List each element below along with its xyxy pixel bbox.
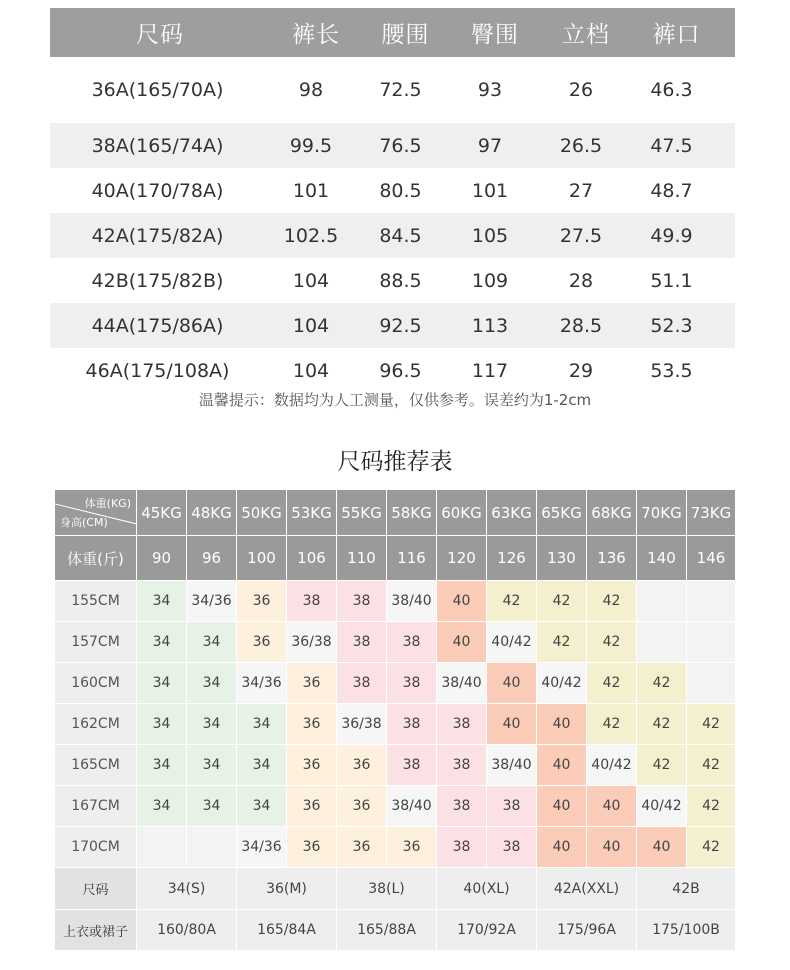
size-cell: 42 [537,581,587,622]
cell-rise: 27.5 [559,224,603,247]
weight-kg-cell: 65KG [537,490,587,536]
header-length: 裤长 [292,22,340,48]
cell-leg-opening: 51.1 [650,269,693,292]
size-cell: 38 [387,622,437,663]
weight-kg-row [55,490,736,536]
recommend-title: 尺码推荐表 [337,449,453,475]
cell-waist: 88.5 [379,269,422,292]
size-label-cell: 38(L) [337,868,437,910]
cell-waist: 76.5 [379,134,422,157]
cell-rise: 27 [568,179,594,202]
size-cell: 38 [437,786,487,827]
top-size-cell: 170/92A [437,910,537,951]
size-cell: 38/40 [487,745,537,786]
size-cell: 40 [637,827,687,868]
cell-leg-opening: 48.7 [650,179,693,202]
cell-hip: 101 [471,179,509,202]
weight-jin-cell: 90 [137,536,187,581]
size-cell: 38 [387,745,437,786]
cell-size: 40A(170/78A) [91,179,224,202]
top-row-cells [137,910,736,951]
size-cell: 34 [237,704,287,745]
size-table-header [50,8,735,57]
table-row [55,663,736,704]
size-cell: 40 [537,745,587,786]
size-cell: 36 [237,581,287,622]
size-cell: 36 [287,704,337,745]
cell-length: 104 [292,269,330,292]
size-row-label: 尺码 [55,868,137,910]
cell-hip: 113 [471,314,509,337]
table-row [50,123,735,168]
size-cell: 40 [437,581,487,622]
size-cell: 38 [337,622,387,663]
table-row [50,213,735,258]
header-hip: 臀围 [471,22,519,48]
weight-jin-cell: 106 [287,536,337,581]
size-label-cell: 36(M) [237,868,337,910]
size-cell: 42 [587,663,637,704]
weight-kg-cell: 55KG [337,490,387,536]
size-recommend-table [55,490,736,951]
cell-hip: 93 [477,79,503,101]
size-cell: 42 [537,622,587,663]
cell-hip: 117 [471,359,509,382]
weight-jin-label: 体重(斤) [55,536,137,581]
top-size-cell: 175/96A [537,910,637,951]
size-cell: 36 [387,827,437,868]
cell-length: 104 [292,359,330,382]
top-row [55,910,736,951]
size-cell [137,827,187,868]
size-cell: 38 [287,581,337,622]
corner-weight-label: 体重(KG) [84,497,131,510]
size-cell: 34/36 [187,581,237,622]
size-cell: 36 [337,786,387,827]
weight-kg-cells [137,490,736,536]
size-cell: 36 [337,827,387,868]
size-cell: 34 [137,745,187,786]
cell-size: 46A(175/108A) [85,359,230,382]
size-cell: 34 [137,704,187,745]
size-cell: 40/42 [537,663,587,704]
size-cell: 40 [537,704,587,745]
size-cell: 34 [137,581,187,622]
size-cell: 40 [587,786,637,827]
size-cell: 42 [637,663,687,704]
size-cell: 40/42 [587,745,637,786]
size-cell: 38 [387,663,437,704]
size-cell: 38 [337,581,387,622]
weight-kg-cell: 53KG [287,490,337,536]
cell-leg-opening: 46.3 [650,79,693,101]
size-cell: 40 [487,704,537,745]
table-row [50,348,735,393]
cell-waist: 84.5 [379,224,422,247]
weight-jin-cell: 146 [687,536,736,581]
top-size-cell: 165/88A [337,910,437,951]
size-cell: 42 [587,581,637,622]
table-row [55,704,736,745]
cell-size: 44A(175/86A) [91,314,224,337]
size-cell: 38 [437,745,487,786]
size-cell: 38 [437,827,487,868]
height-label: 165CM [55,745,137,786]
size-cell: 34/36 [237,827,287,868]
size-cell: 34 [187,786,237,827]
cell-length: 104 [292,314,330,337]
cell-size: 38A(165/74A) [91,134,224,157]
cell-waist: 96.5 [379,359,422,382]
size-cell: 40 [437,622,487,663]
size-cell: 38 [487,827,537,868]
cell-hip: 105 [471,224,509,247]
size-cell: 36 [287,663,337,704]
size-cell: 36 [237,622,287,663]
cell-length: 101 [292,179,330,202]
table-row [50,57,735,123]
size-cell: 42 [587,622,637,663]
top-size-cell: 160/80A [137,910,237,951]
size-cell: 36 [287,745,337,786]
weight-jin-cell: 120 [437,536,487,581]
size-cell: 42 [587,704,637,745]
size-cell: 42 [687,745,736,786]
size-cell: 38/40 [437,663,487,704]
size-cell: 40 [537,786,587,827]
size-cell: 36 [337,745,387,786]
cell-rise: 26 [568,79,594,101]
size-cell: 34 [187,745,237,786]
header-waist: 腰围 [381,22,430,48]
table-row [55,581,736,622]
table-row [50,168,735,213]
height-label: 157CM [55,622,137,663]
weight-kg-cell: 60KG [437,490,487,536]
table-row [55,786,736,827]
cell-leg-opening: 49.9 [650,224,693,247]
size-cell: 40/42 [637,786,687,827]
size-cell: 34 [187,663,237,704]
weight-jin-row [55,536,736,581]
size-label-cell: 42B [637,868,736,910]
size-row [55,868,736,910]
cell-rise: 26.5 [559,134,603,157]
size-cell [687,663,736,704]
cell-length: 99.5 [289,134,333,157]
size-cell: 38 [387,704,437,745]
table-row [55,827,736,868]
size-cell: 34 [137,622,187,663]
height-label: 160CM [55,663,137,704]
table-row [55,622,736,663]
size-cell: 34 [187,622,237,663]
size-cell: 42 [637,745,687,786]
height-label: 170CM [55,827,137,868]
size-cell: 42 [637,704,687,745]
weight-kg-cell: 73KG [687,490,736,536]
weight-jin-cells [137,536,736,581]
top-size-cell: 175/100B [637,910,736,951]
cell-waist: 72.5 [379,79,422,101]
weight-kg-cell: 68KG [587,490,637,536]
size-cell: 38/40 [387,786,437,827]
weight-kg-cell: 70KG [637,490,687,536]
cell-leg-opening: 47.5 [650,134,693,157]
size-cell: 42 [487,581,537,622]
weight-kg-cell: 45KG [137,490,187,536]
size-cell: 34 [237,786,287,827]
weight-jin-cell: 96 [187,536,237,581]
size-cell: 34 [187,704,237,745]
weight-jin-cell: 116 [387,536,437,581]
table-row [50,258,735,303]
size-cell: 42 [687,786,736,827]
cell-rise: 28 [568,269,594,292]
top-row-label: 上衣或裙子 [55,910,137,951]
size-cell [687,622,736,663]
size-cell: 36 [287,786,337,827]
measurement-tip: 温馨提示：数据均为人工测量，仅供参考。误差约为1-2cm [198,391,592,409]
size-label-cell: 34(S) [137,868,237,910]
height-label: 167CM [55,786,137,827]
size-cell: 40 [537,827,587,868]
header-rise: 立档 [562,22,610,48]
size-cell [187,827,237,868]
weight-kg-cell: 63KG [487,490,537,536]
size-cell: 40 [587,827,637,868]
cell-size: 42A(175/82A) [91,224,224,247]
size-cell: 38/40 [387,581,437,622]
size-cell [637,622,687,663]
weight-jin-cell: 136 [587,536,637,581]
cell-length: 102.5 [283,224,339,247]
height-label: 155CM [55,581,137,622]
weight-kg-cell: 48KG [187,490,237,536]
corner-height-label: 身高(CM) [60,516,108,529]
size-cell: 42 [687,827,736,868]
cell-waist: 92.5 [379,314,422,337]
size-cell: 36 [287,827,337,868]
weight-jin-cell: 100 [237,536,287,581]
top-size-cell: 165/84A [237,910,337,951]
size-cell [687,581,736,622]
weight-kg-cell: 50KG [237,490,287,536]
weight-jin-cell: 110 [337,536,387,581]
size-label-cell: 42A(XXL) [537,868,637,910]
size-cell: 40/42 [487,622,537,663]
cell-rise: 29 [568,359,594,382]
size-table [50,8,735,393]
table-row [55,745,736,786]
weight-jin-cell: 126 [487,536,537,581]
size-label-cell: 40(XL) [437,868,537,910]
cell-length: 98 [298,79,324,101]
cell-rise: 28.5 [559,314,603,337]
height-label: 162CM [55,704,137,745]
cell-hip: 97 [477,134,503,157]
size-cell: 38 [437,704,487,745]
size-cell [637,581,687,622]
size-cell: 36/38 [337,704,387,745]
size-cell: 38 [487,786,537,827]
size-cell: 34 [137,786,187,827]
cell-size: 42B(175/82B) [91,269,224,292]
size-cell: 38 [337,663,387,704]
size-row-cells [137,868,736,910]
cell-leg-opening: 52.3 [650,314,693,337]
size-cell: 34 [137,663,187,704]
size-cell: 34 [237,745,287,786]
header-size: 尺码 [136,22,184,48]
weight-jin-cell: 140 [637,536,687,581]
header-leg-opening: 裤口 [652,22,701,48]
size-cell: 36/38 [287,622,337,663]
weight-jin-cell: 130 [537,536,587,581]
weight-kg-cell: 58KG [387,490,437,536]
cell-leg-opening: 53.5 [650,359,693,382]
cell-size: 36A(165/70A) [91,79,224,101]
cell-waist: 80.5 [379,179,422,202]
table-corner [55,490,137,536]
table-row [50,303,735,348]
size-table-body [50,57,735,393]
cell-hip: 109 [471,269,509,292]
size-cell: 42 [687,704,736,745]
size-cell: 40 [487,663,537,704]
size-cell: 34/36 [237,663,287,704]
